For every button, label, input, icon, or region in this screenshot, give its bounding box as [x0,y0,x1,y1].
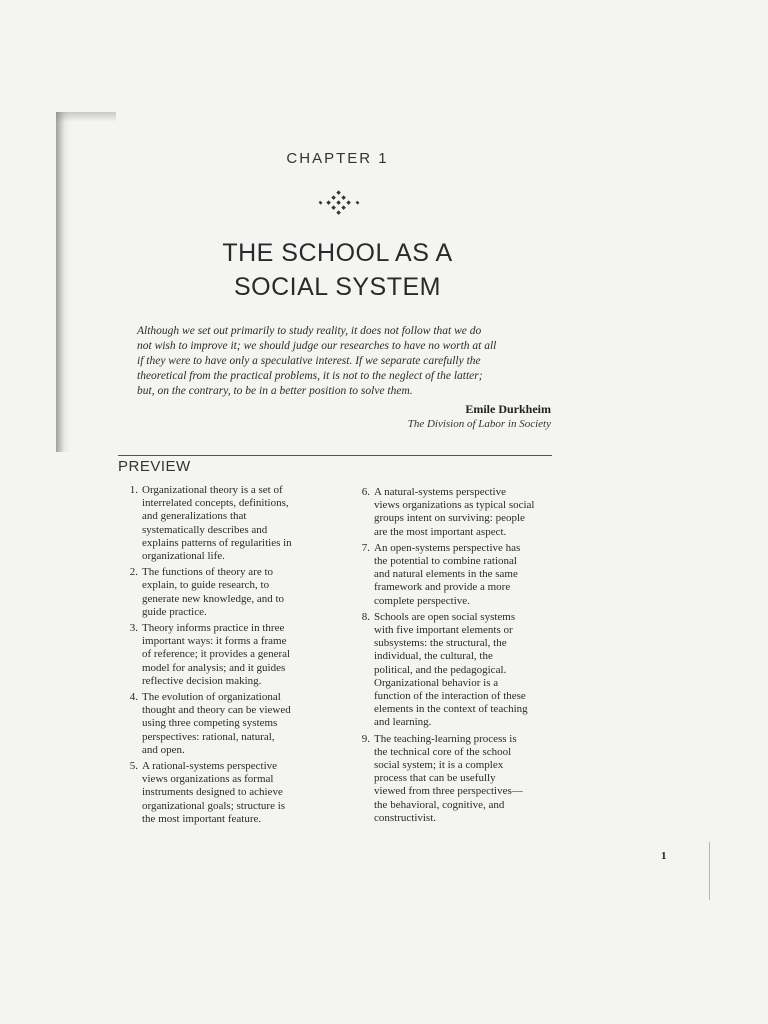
preview-item-line: An open-systems perspective has [374,541,521,554]
chapter-title-line: THE SCHOOL AS A [222,239,453,267]
preview-item-line: social system; it is a complex [374,759,504,772]
epigraph-line: but, on the contrary, to be in a better position to solve them. [137,385,413,397]
preview-item-line: framework and provide a more [374,581,511,594]
preview-item-line: are the most important aspect. [374,525,507,538]
preview-item-text [374,542,520,608]
preview-item-line: viewed from three perspectives— [374,785,523,798]
preview-item-line: thought and theory can be viewed [142,704,291,717]
preview-item-line: explain, to guide research, to [142,579,270,592]
preview-item-number: 5. [129,760,138,773]
preview-item [351,733,561,825]
preview-item [351,486,561,539]
preview-item-line: and natural elements in the same [374,568,518,581]
preview-item-line: elements in the context of teaching [374,703,528,716]
scan-artifact-line [709,842,710,900]
preview-item-number: 4. [129,691,138,704]
preview-item-text [142,691,291,757]
preview-item-number: 9. [361,732,370,745]
preview-item-line: and open. [142,743,185,756]
preview-item-line: A rational-systems perspective [142,760,278,773]
epigraph-line: if they were to have only a speculative interest. If we separate carefully the [137,355,481,367]
preview-item-number: 7. [361,541,370,554]
page-edge-shadow-top [56,112,116,122]
epigraph-line: Although we set out primarily to study reality, it does not follow that we do [137,325,482,337]
preview-item-line: complete perspective. [374,594,470,607]
preview-item [119,622,329,688]
preview-item-line: reflective decision making. [142,674,262,687]
preview-item-line: subsystems: the structural, the [374,637,507,650]
preview-item-line: organizational goals; structure is [142,799,286,812]
preview-item-line: the behavioral, cognitive, and [374,798,505,811]
preview-item-line: constructivist. [374,811,437,824]
preview-item-number: 8. [361,610,370,623]
preview-item-text [374,611,528,730]
preview-item-line: with five important elements or [374,624,513,637]
preview-item-text [142,484,292,563]
section-divider [118,455,552,456]
preview-item-line: Schools are open social systems [374,610,516,623]
preview-item-line: process that can be usefully [374,772,496,785]
chapter-label: CHAPTER 1 [286,150,389,167]
preview-item-text [142,566,284,619]
page-number: 1 [661,850,667,862]
preview-item-text [142,760,285,826]
preview-item-number: 6. [361,486,370,498]
preview-item-line: model for analysis; and it guides [142,661,286,674]
preview-item [351,611,561,730]
preview-item-line: perspectives: rational, natural, [142,730,275,743]
preview-item-line: and generalizations that [142,510,247,523]
preview-item-text [142,622,290,688]
preview-item-line: groups intent on surviving: people [374,512,525,525]
preview-item-line: guide practice. [142,605,207,618]
preview-item-line: The evolution of organizational [142,691,281,704]
preview-item-line: The teaching-learning process is [374,732,517,745]
preview-item [119,691,329,757]
preview-item-line: the potential to combine rational [374,555,517,568]
preview-item-line: function of the interaction of these [374,690,526,703]
diamond-ornament-icon [316,190,362,216]
preview-column-left [119,484,329,829]
chapter-title-line: SOCIAL SYSTEM [233,273,441,301]
chapter-title [0,236,675,304]
preview-item-line: political, and the pedagogical. [374,663,507,676]
preview-item-line: views organizations as formal [142,773,274,786]
preview-item-line: The functions of theory are to [142,566,274,579]
preview-item-line: and learning. [374,716,432,729]
epigraph-author: Emile Durkheim [465,402,551,416]
preview-item-line: of reference; it provides a general [142,648,291,661]
preview-item [119,760,329,826]
preview-item-line: Theory informs practice in three [142,622,285,635]
preview-item-line: systematically describes and [142,523,268,536]
preview-item-line: explains patterns of regularities in [142,536,292,549]
preview-item-line: interrelated concepts, definitions, [142,497,289,510]
epigraph-source: The Division of Labor in Society [407,418,551,430]
preview-item-line: Organizational theory is a set of [142,484,283,496]
preview-item-number: 2. [129,566,138,579]
preview-item [351,542,561,608]
epigraph-line: theoretical from the practical problems, it is not to the neglect of the latter; [137,370,483,382]
preview-item-line: using three competing systems [142,717,278,730]
preview-item-line: the most important feature. [142,812,262,825]
preview-item-line: Organizational behavior is a [374,676,499,689]
preview-item-line: organizational life. [142,550,225,563]
preview-item-number: 1. [129,484,138,496]
preview-item-line: instruments designed to achieve [142,786,283,799]
epigraph-line: not wish to improve it; we should judge our researches to have no worth at all [137,340,497,352]
preview-item [119,566,329,619]
preview-item-text [374,486,534,539]
preview-item-line: generate new knowledge, and to [142,592,285,605]
preview-item-text [374,733,523,825]
preview-item [119,484,329,563]
preview-item-line: individual, the cultural, the [374,650,493,663]
preview-item-line: important ways: it forms a frame [142,635,287,648]
preview-column-right [351,486,561,828]
preview-heading: PREVIEW [118,458,191,475]
preview-item-line: views organizations as typical social [374,499,535,512]
epigraph-quote [137,324,552,399]
preview-item-line: the technical core of the school [374,745,512,758]
preview-item-number: 3. [129,622,138,635]
preview-item-line: A natural-systems perspective [374,486,506,498]
